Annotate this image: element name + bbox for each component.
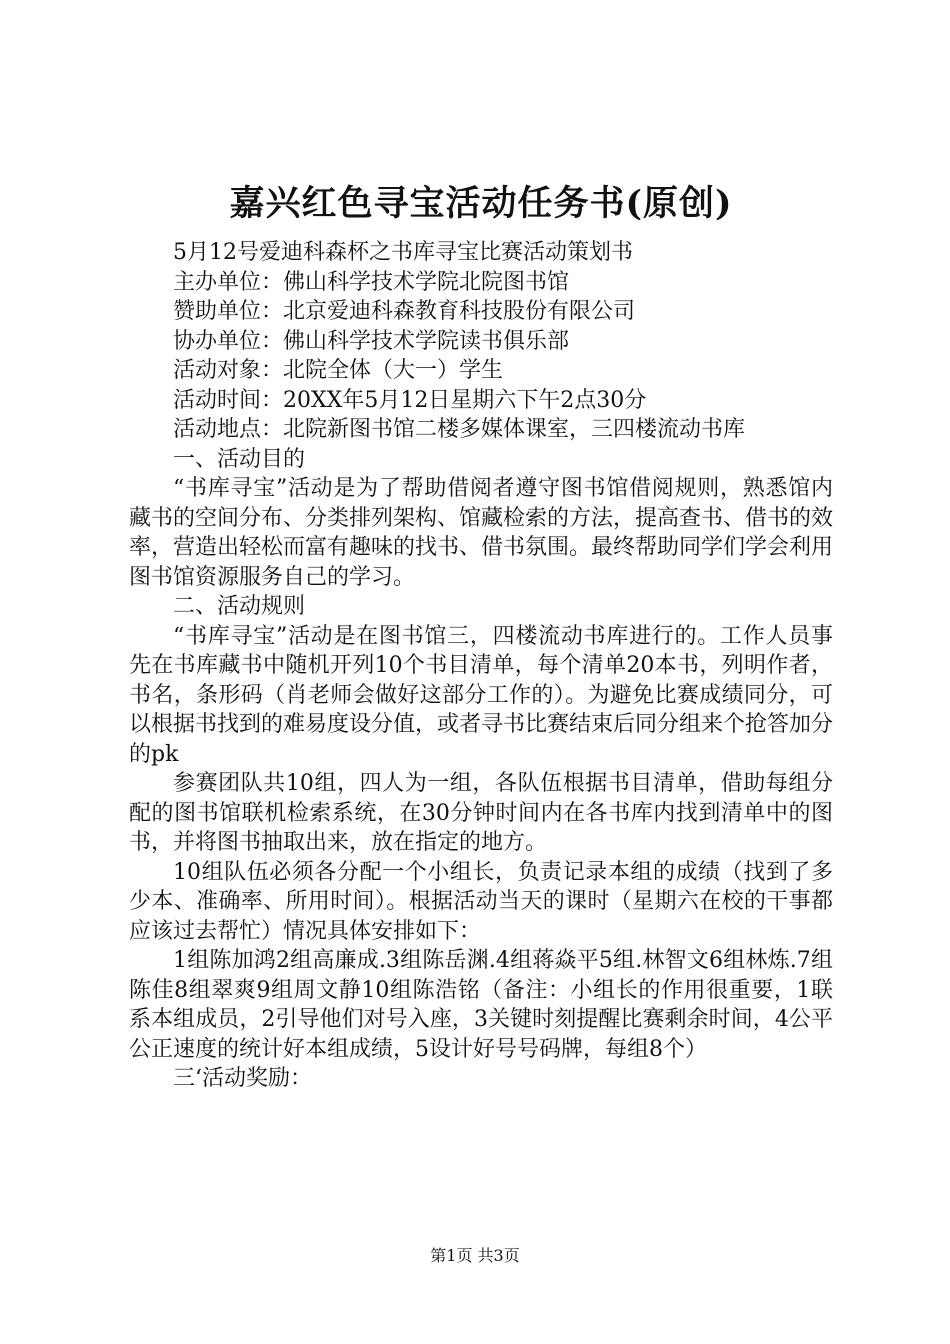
sponsor-line: 赞助单位：北京爱迪科森教育科技股份有限公司 <box>173 299 636 324</box>
document-page <box>129 180 833 1094</box>
organizer-line: 主办单位：佛山科学技术学院北院图书馆 <box>173 269 570 295</box>
co-organizer-line: 协办单位：佛山科学技术学院读书俱乐部 <box>173 328 570 354</box>
section-heading-rules: 二、活动规则 <box>173 594 306 619</box>
rules-paragraph-2: 参赛团队共10组，四人为一组，各队伍根据书目清单，借助每组分配的图书馆联机检索系统，在30分钟时间内在各书库内找到清单中的图书，并将图书抽取出来，放在指定的地方。 <box>129 771 833 855</box>
rules-paragraph-3: 10组队伍必须各分配一个小组长，负责记录本组的成绩（找到了多少本、准确率、所用时间）。根据活动当天的课时（星期六在校的干事都应该过去帮忙）情况具体安排如下： <box>129 859 833 944</box>
plan-subtitle: 5月12号爱迪科森杯之书库寻宝比赛活动策划书 <box>173 240 633 265</box>
time-line: 活动时间：20XX年5月12日星期六下午2点30分 <box>173 387 647 413</box>
page-indicator: 第1页 共3页 <box>430 1246 520 1265</box>
purpose-paragraph: “书库寻宝”活动是为了帮助借阅者遵守图书馆借阅规则，熟悉馆内藏书的空间分布、分类排列架构、馆藏检索的方法，提高查书、借书的效率，营造出轻松而富有趣味的找书、借书氛围。最终帮助同学们学会利用图书馆资源服务自己的学习。 <box>129 476 834 590</box>
rules-paragraph-4: 1组陈加鸿2组高廉成.3组陈岳渊.4组蒋焱平5组.林智文6组林炼.7组陈佳8组翠爽9组周文静10组陈浩铭（备注：小组长的作用很重要，1联系本组成员，2引导他们对号入座，3关键时刻提醒比赛剩余时间，4公平公正速度的统计好本组成绩，5设计好号号码牌，每组8个） <box>129 948 833 1062</box>
document-title: 嘉兴红色寻宝活动任务书(原创) <box>229 183 733 224</box>
section-heading-rewards: 三‘活动奖励： <box>173 1066 312 1091</box>
participants-line: 活动对象：北院全体（大一）学生 <box>173 358 504 383</box>
location-paragraph: 活动地点：北院新图书馆二楼多媒体课室，三四楼流动书库 <box>173 417 746 442</box>
section-heading-purpose: 一、活动目的 <box>173 446 306 472</box>
rules-paragraph-1: “书库寻宝”活动是在图书馆三，四楼流动书库进行的。工作人员事先在书库藏书中随机开列10个书目清单，每个清单20本书，列明作者，书名，条形码（肖老师会做好这部分工作的）。为避免比赛成绩同分，可以根据书找到的难易度设分值，或者寻书比赛结束后同分组来个抢答加分的pk <box>129 623 834 767</box>
